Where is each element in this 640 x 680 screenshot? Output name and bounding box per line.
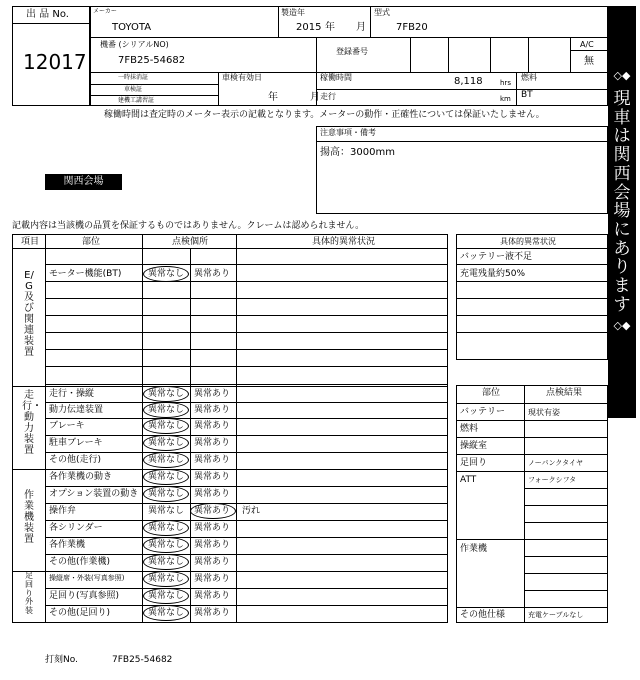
group-divider [12, 386, 448, 387]
row-ng-2: 異常あり [194, 405, 231, 415]
results-part-0: バッテリー [460, 407, 506, 417]
group-divider [12, 469, 448, 470]
maker-label: メーカー [93, 8, 117, 15]
row-check-mark-7 [143, 486, 189, 502]
row-part-1: 走行・操縦 [49, 389, 95, 399]
row-ok-9: 異常なし [148, 523, 185, 533]
row-ng-7: 異常あり [194, 489, 231, 499]
group-label-engine: E/G及び関連装置 [24, 270, 34, 358]
results-rule [456, 403, 608, 404]
results-rule [456, 471, 608, 472]
row-ok-2: 異常なし [148, 405, 185, 415]
row-part-4: 駐車ブレーキ [49, 438, 103, 448]
registration-label: 登録番号 [336, 47, 368, 56]
results-value-3: ノーパンクタイヤ [528, 459, 584, 467]
listing-number: 12017 [23, 50, 87, 74]
row-part-3: ブレーキ [49, 421, 85, 431]
row-ng-3: 異常あり [194, 421, 231, 431]
year-unit: 年 [325, 22, 335, 33]
row-ok-14: 異常なし [148, 608, 185, 618]
row-ok-1: 異常なし [148, 389, 185, 399]
banner-bottom-mark: ◇◆ [613, 319, 631, 333]
header-part: 部位 [82, 237, 101, 247]
row-part-7: オプション装置の動き [49, 489, 139, 499]
row-check-mark-11 [143, 554, 189, 570]
row-detail-8: 汚れ [242, 506, 261, 516]
table-rule [45, 486, 448, 487]
table-rule [45, 349, 448, 350]
results-part-6: その他仕様 [460, 610, 506, 620]
results-value-4: フォークシフタ [528, 476, 577, 484]
results-part-2: 操縦室 [460, 441, 488, 451]
table-rule [45, 281, 448, 282]
row-ok-5: 異常なし [148, 455, 185, 465]
row-check-mark-10 [143, 537, 189, 553]
listing-number-label: 出 品 No. [26, 9, 69, 20]
results-header-part: 部位 [482, 388, 501, 398]
results-rule [524, 522, 608, 523]
results-value-6: 充電ケーブルなし [528, 611, 584, 619]
row-ok-6: 異常なし [148, 472, 185, 482]
notes-label: 注意事項・備考 [320, 128, 376, 137]
table-rule [45, 298, 448, 299]
results-part-1: 燃料 [460, 424, 479, 434]
row-part-14: その他(足回り) [49, 608, 111, 618]
inspection-cert-label: 車検証 [124, 86, 143, 93]
row-check-mark-12 [143, 571, 189, 587]
row-check-mark-13 [143, 588, 189, 604]
row-ng-13: 異常あり [194, 591, 231, 601]
results-rule [456, 420, 608, 421]
results-block-rule [456, 539, 608, 540]
row-part-13: 足回り(写真参照) [49, 591, 120, 601]
ac-value: 無 [584, 56, 594, 67]
travel-label: 走行 [320, 92, 336, 101]
row-ng-5: 異常あり [194, 455, 231, 465]
header-check: 点検個所 [172, 237, 209, 247]
banner-text: 現車は関西会場にあります [613, 89, 631, 315]
model-value: 7FB20 [396, 22, 428, 33]
stamp-number-label: 打刻No. [45, 655, 78, 665]
month-unit: 月 [356, 22, 366, 33]
row-check-mark-14 [143, 605, 189, 621]
table-rule [45, 452, 448, 453]
results-rule [524, 488, 608, 489]
table-rule [45, 315, 448, 316]
table-rule [45, 384, 448, 385]
right-detail-line-2: 充電残量約50% [460, 269, 526, 279]
row-ok-13: 異常なし [148, 591, 185, 601]
inspection-valid-label: 車検有効日 [222, 73, 262, 82]
group-divider [12, 571, 448, 572]
stamp-number-value: 7FB25-54682 [112, 655, 173, 665]
row-check-mark-4 [143, 435, 189, 451]
row-check-mark-9 [143, 520, 189, 536]
year-value: 2015 [296, 22, 322, 33]
fuel-value: BT [521, 90, 533, 100]
hours-disclaimer: 稼働時間は査定時のメーター表示の記載となります。メーターの動作・正確性については保証いたしません。 [104, 110, 545, 120]
table-rule [45, 435, 448, 436]
group-label-drive: 走行・動力装置 [22, 390, 42, 456]
table-rule [45, 366, 448, 367]
row-part-12: 操縦席・外装(写真参照) [49, 574, 125, 582]
model-label: 型式 [374, 8, 390, 17]
row-part-6: 各作業機の動き [49, 472, 113, 482]
row-ng-0: 異常あり [194, 269, 231, 279]
group-label-work: 作業機装置 [24, 490, 34, 545]
row-part-9: 各シリンダー [49, 523, 103, 533]
header-item: 項目 [21, 237, 40, 247]
hours-unit: hrs [500, 79, 511, 87]
fuel-label: 燃料 [521, 73, 537, 82]
row-ok-11: 異常なし [148, 557, 185, 567]
notes-box [316, 126, 608, 214]
training-cert-label: 建機工講習証 [118, 97, 155, 104]
table-rule [45, 554, 448, 555]
right-detail-header: 具体的異常状況 [500, 237, 556, 246]
temp-export-label: 一時抹消証 [118, 74, 149, 81]
results-rule [524, 590, 608, 591]
inspection-year-unit: 年 [268, 92, 278, 103]
row-ng-9: 異常あり [194, 523, 231, 533]
right-detail-line-1: バッテリー液不足 [460, 252, 533, 262]
maker-value: TOYOTA [112, 22, 152, 33]
row-part-2: 動力伝達装置 [49, 405, 104, 415]
row-ok-12: 異常なし [148, 574, 185, 584]
row-part-11: その他(作業機) [49, 557, 111, 567]
venue-tag: 関西会場 [45, 174, 122, 190]
row-ok-0: 異常なし [148, 269, 185, 279]
results-rule [524, 505, 608, 506]
row-check-mark-1 [143, 386, 189, 402]
row-ng-1: 異常あり [194, 389, 231, 399]
results-part-3: 足回り [460, 458, 488, 468]
results-value-0: 現状有姿 [528, 408, 560, 417]
results-rule [456, 454, 608, 455]
table-rule [45, 503, 448, 504]
results-block-rule [456, 607, 608, 608]
row-check-mark-8 [190, 503, 236, 519]
serial-value: 7FB25-54682 [118, 55, 186, 66]
row-ng-12: 異常あり [194, 574, 231, 584]
row-check-mark-6 [143, 469, 189, 485]
table-rule [45, 588, 448, 589]
quality-disclaimer: 記載内容は当該機の品質を保証するものではありません。クレームは認められません。 [12, 221, 365, 231]
table-rule [45, 520, 448, 521]
row-part-10: 各作業機 [49, 540, 86, 550]
hours-value: 8,118 [454, 76, 483, 87]
serial-label: 機番 (シリアルNO) [100, 40, 169, 49]
row-ng-6: 異常あり [194, 472, 231, 482]
row-part-8: 操作弁 [49, 506, 77, 516]
table-rule [45, 264, 448, 265]
row-check-mark-2 [143, 402, 189, 418]
table-rule [45, 332, 448, 333]
row-check-mark-5 [143, 452, 189, 468]
row-ng-10: 異常あり [194, 540, 231, 550]
results-rule [456, 437, 608, 438]
results-part-4: ATT [460, 475, 477, 485]
results-header-result: 点検結果 [546, 388, 583, 398]
table-rule [45, 605, 448, 606]
row-ng-14: 異常あり [194, 608, 231, 618]
table-rule [45, 418, 448, 419]
row-ng-11: 異常あり [194, 557, 231, 567]
row-ok-4: 異常なし [148, 438, 185, 448]
row-ok-7: 異常なし [148, 489, 185, 499]
row-check-mark-3 [143, 418, 189, 434]
results-rule [524, 573, 608, 574]
table-rule [45, 402, 448, 403]
row-ok-8: 異常なし [148, 506, 185, 516]
travel-unit: km [500, 95, 511, 103]
row-ok-10: 異常なし [148, 540, 185, 550]
row-part-0: モーター機能(BT) [49, 269, 122, 279]
results-part-5: 作業機 [460, 544, 488, 554]
row-part-5: その他(走行) [49, 455, 102, 465]
year-label: 製造年 [281, 8, 305, 17]
group-label-chassis: 足回り外装 [25, 571, 33, 616]
inspection-month-unit: 月 [310, 92, 320, 103]
ac-label: A/C [580, 40, 594, 49]
table-rule [45, 537, 448, 538]
row-ng-4: 異常あり [194, 438, 231, 448]
row-ok-3: 異常なし [148, 421, 185, 431]
notes-value: 揚高：3000mm [320, 147, 395, 158]
row-check-mark-0 [143, 266, 189, 282]
hours-label: 稼働時間 [320, 73, 352, 82]
header-detail: 具体的異常状況 [312, 237, 376, 247]
banner-top-mark: ◇◆ [613, 69, 631, 82]
row-ng-8: 異常あり [194, 506, 231, 516]
results-rule [524, 556, 608, 557]
location-banner [608, 6, 636, 418]
